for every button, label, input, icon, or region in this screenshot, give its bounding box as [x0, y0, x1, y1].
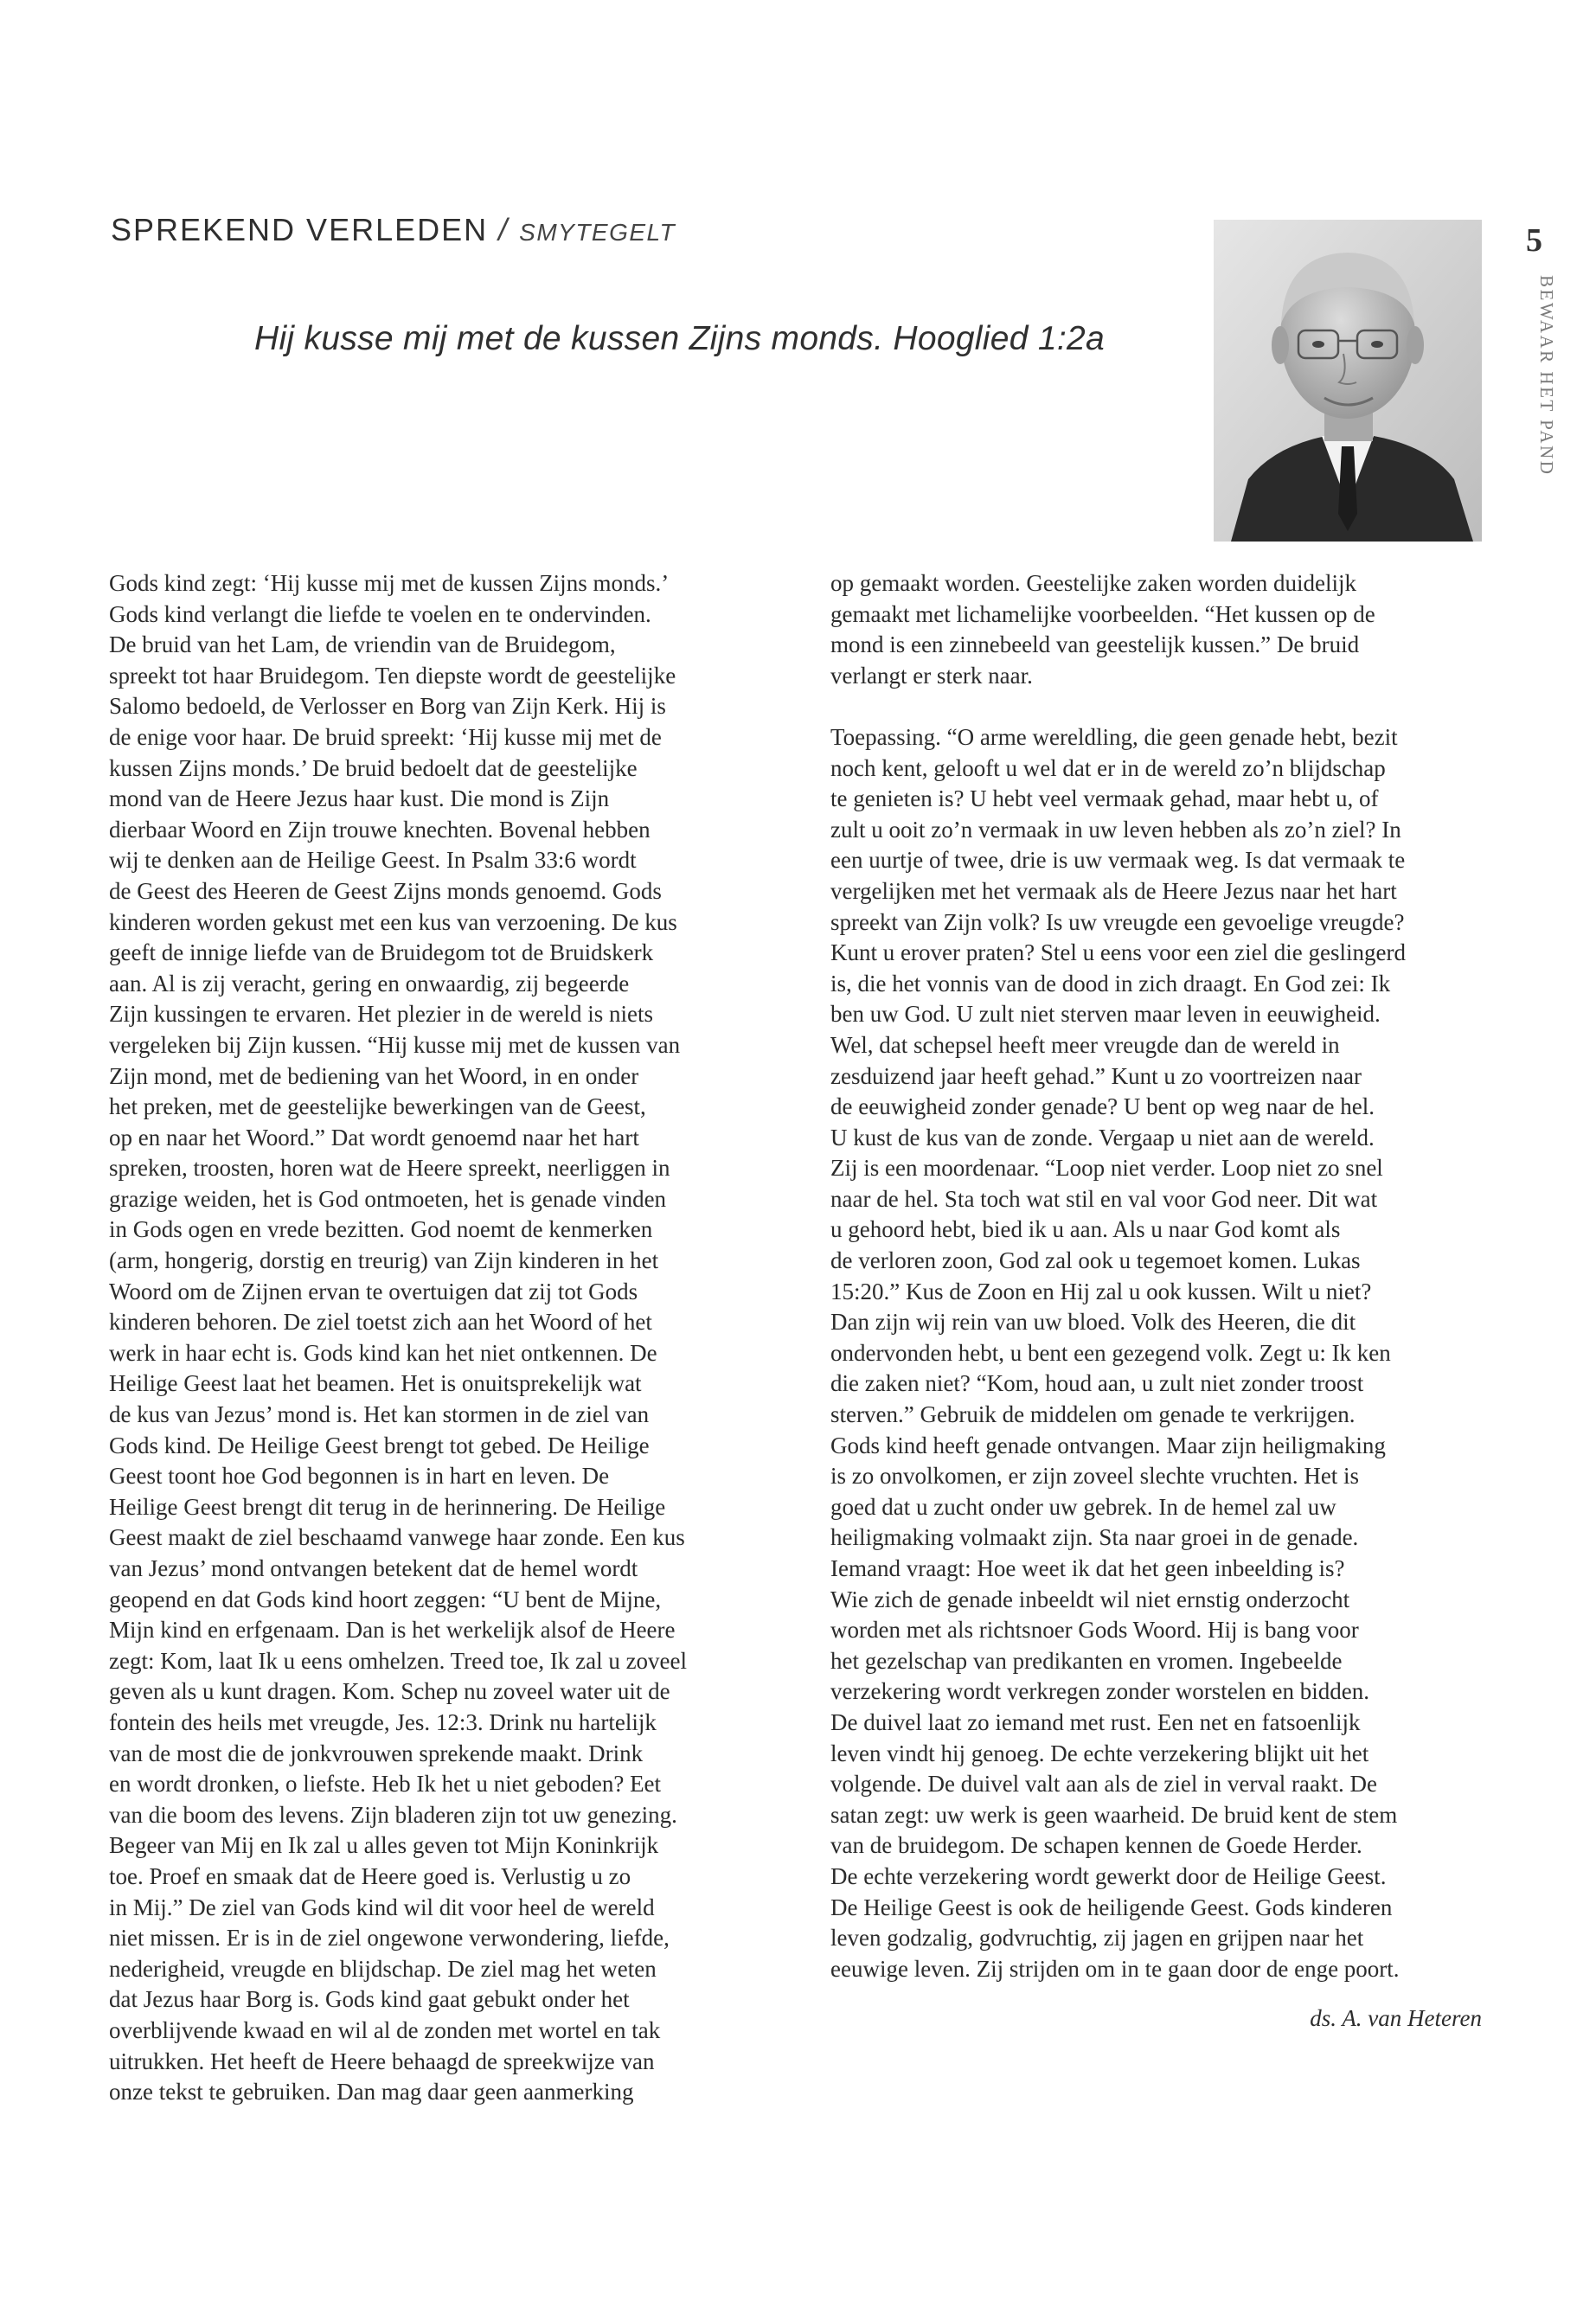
text-line: de enige voor haar. De bruid spreekt: ‘Hij kusse mij met de: [109, 723, 662, 750]
text-line: Salomo bedoeld, de Verlosser en Borg van Zijn Kerk. Hij is: [109, 693, 666, 720]
text-line: Mijn kind en erfgenaam. Dan is het werkelijk alsof de Heere: [109, 1617, 676, 1644]
text-line: De echte verzekering wordt gewerkt door de Heilige Geest.: [830, 1862, 1387, 1889]
text-line: een uurtje of twee, drie is uw vermaak weg. Is dat vermaak te: [830, 847, 1406, 874]
text-line: van de most die de jonkvrouwen sprekende maakt. Drink: [109, 1740, 644, 1766]
text-line: het preken, met de geestelijke bewerkingen van de Geest,: [109, 1093, 646, 1120]
author-name: SMYTEGELT: [519, 219, 676, 246]
text-line: de Geest des Heeren de Geest Zijns monds genoemd. Gods: [109, 877, 662, 904]
text-line: Gods kind heeft genade ontvangen. Maar zijn heiligmaking: [830, 1432, 1386, 1458]
text-line: Kunt u erover praten? Stel u eens voor een ziel die geslingerd: [830, 939, 1407, 966]
text-line: u gehoord hebt, bied ik u aan. Als u naar God komt als: [830, 1216, 1341, 1243]
text-line: de verloren zoon, God zal ook u tegemoet komen. Lukas: [830, 1247, 1361, 1274]
text-line: Iemand vraagt: Hoe weet ik dat het geen inbeelding is?: [830, 1555, 1345, 1581]
text-line: het gezelschap van predikanten en vromen. Ingebeelde: [830, 1647, 1343, 1674]
text-line: geeft de innige liefde van de Bruidegom tot de Bruidskerk: [109, 939, 654, 966]
text-line: Geest maakt de ziel beschaamd vanwege haar zonde. Een kus: [109, 1524, 685, 1551]
journal-title: BEWAAR HET PAND: [1536, 275, 1557, 477]
text-line: De duivel laat zo iemand met rust. Een net en fatsoenlijk: [830, 1708, 1361, 1735]
text-line: sterven.” Gebruik de middelen om genade te verkrijgen.: [830, 1401, 1356, 1428]
text-line: niet missen. Er is in de ziel ongewone verwondering, liefde,: [109, 1925, 670, 1952]
text-line: zegt: Kom, laat Ik u eens omhelzen. Treed toe, Ik zal u zoveel: [109, 1647, 688, 1674]
page-number: 5: [1526, 222, 1542, 259]
text-line: Wel, dat schepsel heeft meer vreugde dan de wereld in: [830, 1031, 1340, 1058]
text-line: gemaakt met lichamelijke voorbeelden. “Het kussen op de: [830, 600, 1375, 627]
text-line: (arm, hongerig, dorstig en treurig) van Zijn kinderen in het: [109, 1247, 659, 1274]
text-line: Begeer van Mij en Ik zal u alles geven tot Mijn Koninkrijk: [109, 1832, 659, 1859]
paragraph-gap: [830, 691, 1488, 722]
text-line: onze tekst te gebruiken. Dan mag daar geen aanmerking: [109, 2079, 634, 2106]
text-line: eeuwige leven. Zij strijden om in te gaan door de enge poort.: [830, 1955, 1400, 1982]
text-line: vergeleken bij Zijn kussen. “Hij kusse mij met de kussen van: [109, 1031, 681, 1058]
text-line: Zijn kussingen te ervaren. Het plezier in de wereld is niets: [109, 1001, 654, 1028]
text-line: worden met als richtsnoer Gods Woord. Hij is bang voor: [830, 1617, 1359, 1644]
text-line: mond van de Heere Jezus haar kust. Die mond is Zijn: [109, 785, 610, 812]
text-line: aan. Al is zij veracht, gering en onwaardig, zij begeerde: [109, 970, 630, 997]
text-line: ben uw God. U zult niet sterven maar leven in eeuwigheid.: [830, 1001, 1381, 1028]
text-line: van Jezus’ mond ontvangen betekent dat de hemel wordt: [109, 1555, 638, 1581]
text-line: U kust de kus van de zonde. Vergaap u niet aan de wereld.: [830, 1124, 1375, 1150]
text-line: nederigheid, vreugde en blijdschap. De ziel mag het weten: [109, 1955, 657, 1982]
text-line: Dan zijn wij rein van uw bloed. Volk des Heeren, die dit: [830, 1309, 1356, 1336]
text-line: noch kent, gelooft u wel dat er in de wereld zo’n blijdschap: [830, 754, 1386, 781]
text-line: grazige weiden, het is God ontmoeten, het is genade vinden: [109, 1185, 667, 1212]
portrait-image: [1214, 220, 1482, 542]
text-line: de eeuwigheid zonder genade? U bent op weg naar de hel.: [830, 1093, 1375, 1120]
text-line: fontein des heils met vreugde, Jes. 12:3. Drink nu hartelijk: [109, 1708, 657, 1735]
text-line: Woord om de Zijnen ervan te overtuigen dat zij tot Gods: [109, 1278, 638, 1304]
text-line: mond is een zinnebeeld van geestelijk kussen.” De bruid: [830, 631, 1360, 658]
text-line: toe. Proef en smaak dat de Heere goed is. Verlustig u zo: [109, 1862, 631, 1889]
text-line: satan zegt: uw werk is geen waarheid. De bruid kent de stem: [830, 1801, 1398, 1828]
author-signature: ds. A. van Heteren: [1310, 2005, 1482, 2031]
text-line: dat Jezus haar Borg is. Gods kind gaat gebukt onder het: [109, 1986, 630, 2013]
text-line: spreekt tot haar Bruidegom. Ten diepste wordt de geestelijke: [109, 662, 676, 689]
text-line: naar de hel. Sta toch wat stil en val voor God neer. Dit wat: [830, 1185, 1378, 1212]
text-line: in Gods ogen en vrede bezitten. God noemt de kenmerken: [109, 1216, 653, 1243]
text-line: Gods kind zegt: ‘Hij kusse mij met de kussen Zijns monds.’: [109, 570, 670, 596]
text-line: Heilige Geest laat het beamen. Het is onuitsprekelijk wat: [109, 1370, 642, 1397]
text-line: geopend en dat Gods kind hoort zeggen: “U bent de Mijne,: [109, 1586, 662, 1612]
text-line: verlangt er sterk naar.: [830, 662, 1033, 689]
text-line: die zaken niet? “Kom, houd aan, u zult niet zonder troost: [830, 1370, 1364, 1397]
portrait-photo: [1214, 220, 1482, 542]
text-line: ondervonden hebt, u bent een gezegend volk. Zegt u: Ik ken: [830, 1339, 1391, 1366]
text-line: op en naar het Woord.” Dat wordt genoemd naar het hart: [109, 1124, 639, 1150]
text-line: 15:20.” Kus de Zoon en Hij zal u ook kussen. Wilt u niet?: [830, 1278, 1372, 1304]
text-line: zult u ooit zo’n vermaak in uw leven hebben als zo’n ziel? In: [830, 816, 1401, 843]
text-line: vergelijken met het vermaak als de Heere Jezus naar het hart: [830, 877, 1397, 904]
text-line: spreekt van Zijn volk? Is uw vreugde een gevoelige vreugde?: [830, 908, 1405, 935]
text-line: de kus van Jezus’ mond is. Het kan stormen in de ziel van: [109, 1401, 650, 1428]
text-line: overblijvende kwaad en wil al de zonden met wortel en tak: [109, 2016, 661, 2043]
text-line: Heilige Geest brengt dit terug in de herinnering. De Heilige: [109, 1493, 666, 1520]
text-line: zesduizend jaar heeft gehad.” Kunt u zo voortreizen naar: [830, 1062, 1362, 1089]
text-line: verzekering wordt verkregen zonder worstelen en bidden.: [830, 1678, 1369, 1705]
text-line: leven godzalig, godvruchtig, zij jagen en grijpen naar het: [830, 1925, 1364, 1952]
text-line: Wie zich de genade inbeeldt wil niet ernstig onderzocht: [830, 1586, 1350, 1612]
text-line: leven vindt hij genoeg. De echte verzekering blijkt uit het: [830, 1740, 1369, 1766]
text-line: te genieten is? U hebt veel vermaak gehad, maar hebt u, of: [830, 785, 1379, 812]
header-separator: /: [498, 212, 508, 247]
text-line: werk in haar echt is. Gods kind kan het niet ontkennen. De: [109, 1339, 657, 1366]
text-line: Gods kind verlangt die liefde te voelen en te ondervinden.: [109, 600, 651, 627]
text-line: Toepassing. “O arme wereldling, die geen genade hebt, bezit: [830, 723, 1398, 750]
text-line: De bruid van het Lam, de vriendin van de Bruidegom,: [109, 631, 616, 658]
text-line: goed dat u zucht onder uw gebrek. In de hemel zal uw: [830, 1493, 1336, 1520]
text-line: en wordt dronken, o liefste. Heb Ik het u niet geboden? Eet: [109, 1771, 662, 1798]
text-line: in Mij.” De ziel van Gods kind wil dit voor heel de wereld: [109, 1894, 655, 1920]
text-line: kinderen behoren. De ziel toetst zich aan het Woord of het: [109, 1309, 652, 1336]
text-line: uitrukken. Het heeft de Heere behaagd de spreekwijze van: [109, 2048, 655, 2074]
text-line: volgende. De duivel valt aan als de ziel in verval raakt. De: [830, 1771, 1377, 1798]
text-line: is zo onvolkomen, er zijn zoveel slechte vruchten. Het is: [830, 1463, 1360, 1490]
left-column: [109, 568, 766, 2108]
text-line: Zijn mond, met de bediening van het Woord, in en onder: [109, 1062, 639, 1089]
right-column: [830, 568, 1488, 1984]
text-line: wij te denken aan de Heilige Geest. In Psalm 33:6 wordt: [109, 847, 637, 874]
text-line: kinderen worden gekust met een kus van verzoening. De kus: [109, 908, 677, 935]
section-header: [111, 212, 676, 248]
text-line: van de bruidegom. De schapen kennen de Goede Herder.: [830, 1832, 1362, 1859]
text-line: kussen Zijns monds.’ De bruid bedoelt dat de geestelijke: [109, 754, 638, 781]
text-line: Gods kind. De Heilige Geest brengt tot gebed. De Heilige: [109, 1432, 650, 1458]
text-line: Zij is een moordenaar. “Loop niet verder. Loop niet zo snel: [830, 1155, 1383, 1182]
text-line: heiligmaking volmaakt zijn. Sta naar groei in de genade.: [830, 1524, 1359, 1551]
text-line: geven als u kunt dragen. Kom. Schep nu zoveel water uit de: [109, 1678, 670, 1705]
text-line: van die boom des levens. Zijn bladeren zijn tot uw genezing.: [109, 1801, 677, 1828]
text-line: De Heilige Geest is ook de heiligende Geest. Gods kinderen: [830, 1894, 1393, 1920]
text-line: is, die het vonnis van de dood in zich draagt. En God zei: Ik: [830, 970, 1391, 997]
text-line: Geest toont hoe God begonnen is in hart en leven. De: [109, 1463, 610, 1490]
text-line: spreken, troosten, horen wat de Heere spreekt, neerliggen in: [109, 1155, 670, 1182]
article-subtitle: Hij kusse mij met de kussen Zijns monds. Hooglied 1:2a: [254, 320, 1105, 357]
section-title: SPREKEND VERLEDEN: [111, 212, 489, 247]
text-line: dierbaar Woord en Zijn trouwe knechten. Bovenal hebben: [109, 816, 651, 843]
text-line: op gemaakt worden. Geestelijke zaken worden duidelijk: [830, 570, 1357, 596]
